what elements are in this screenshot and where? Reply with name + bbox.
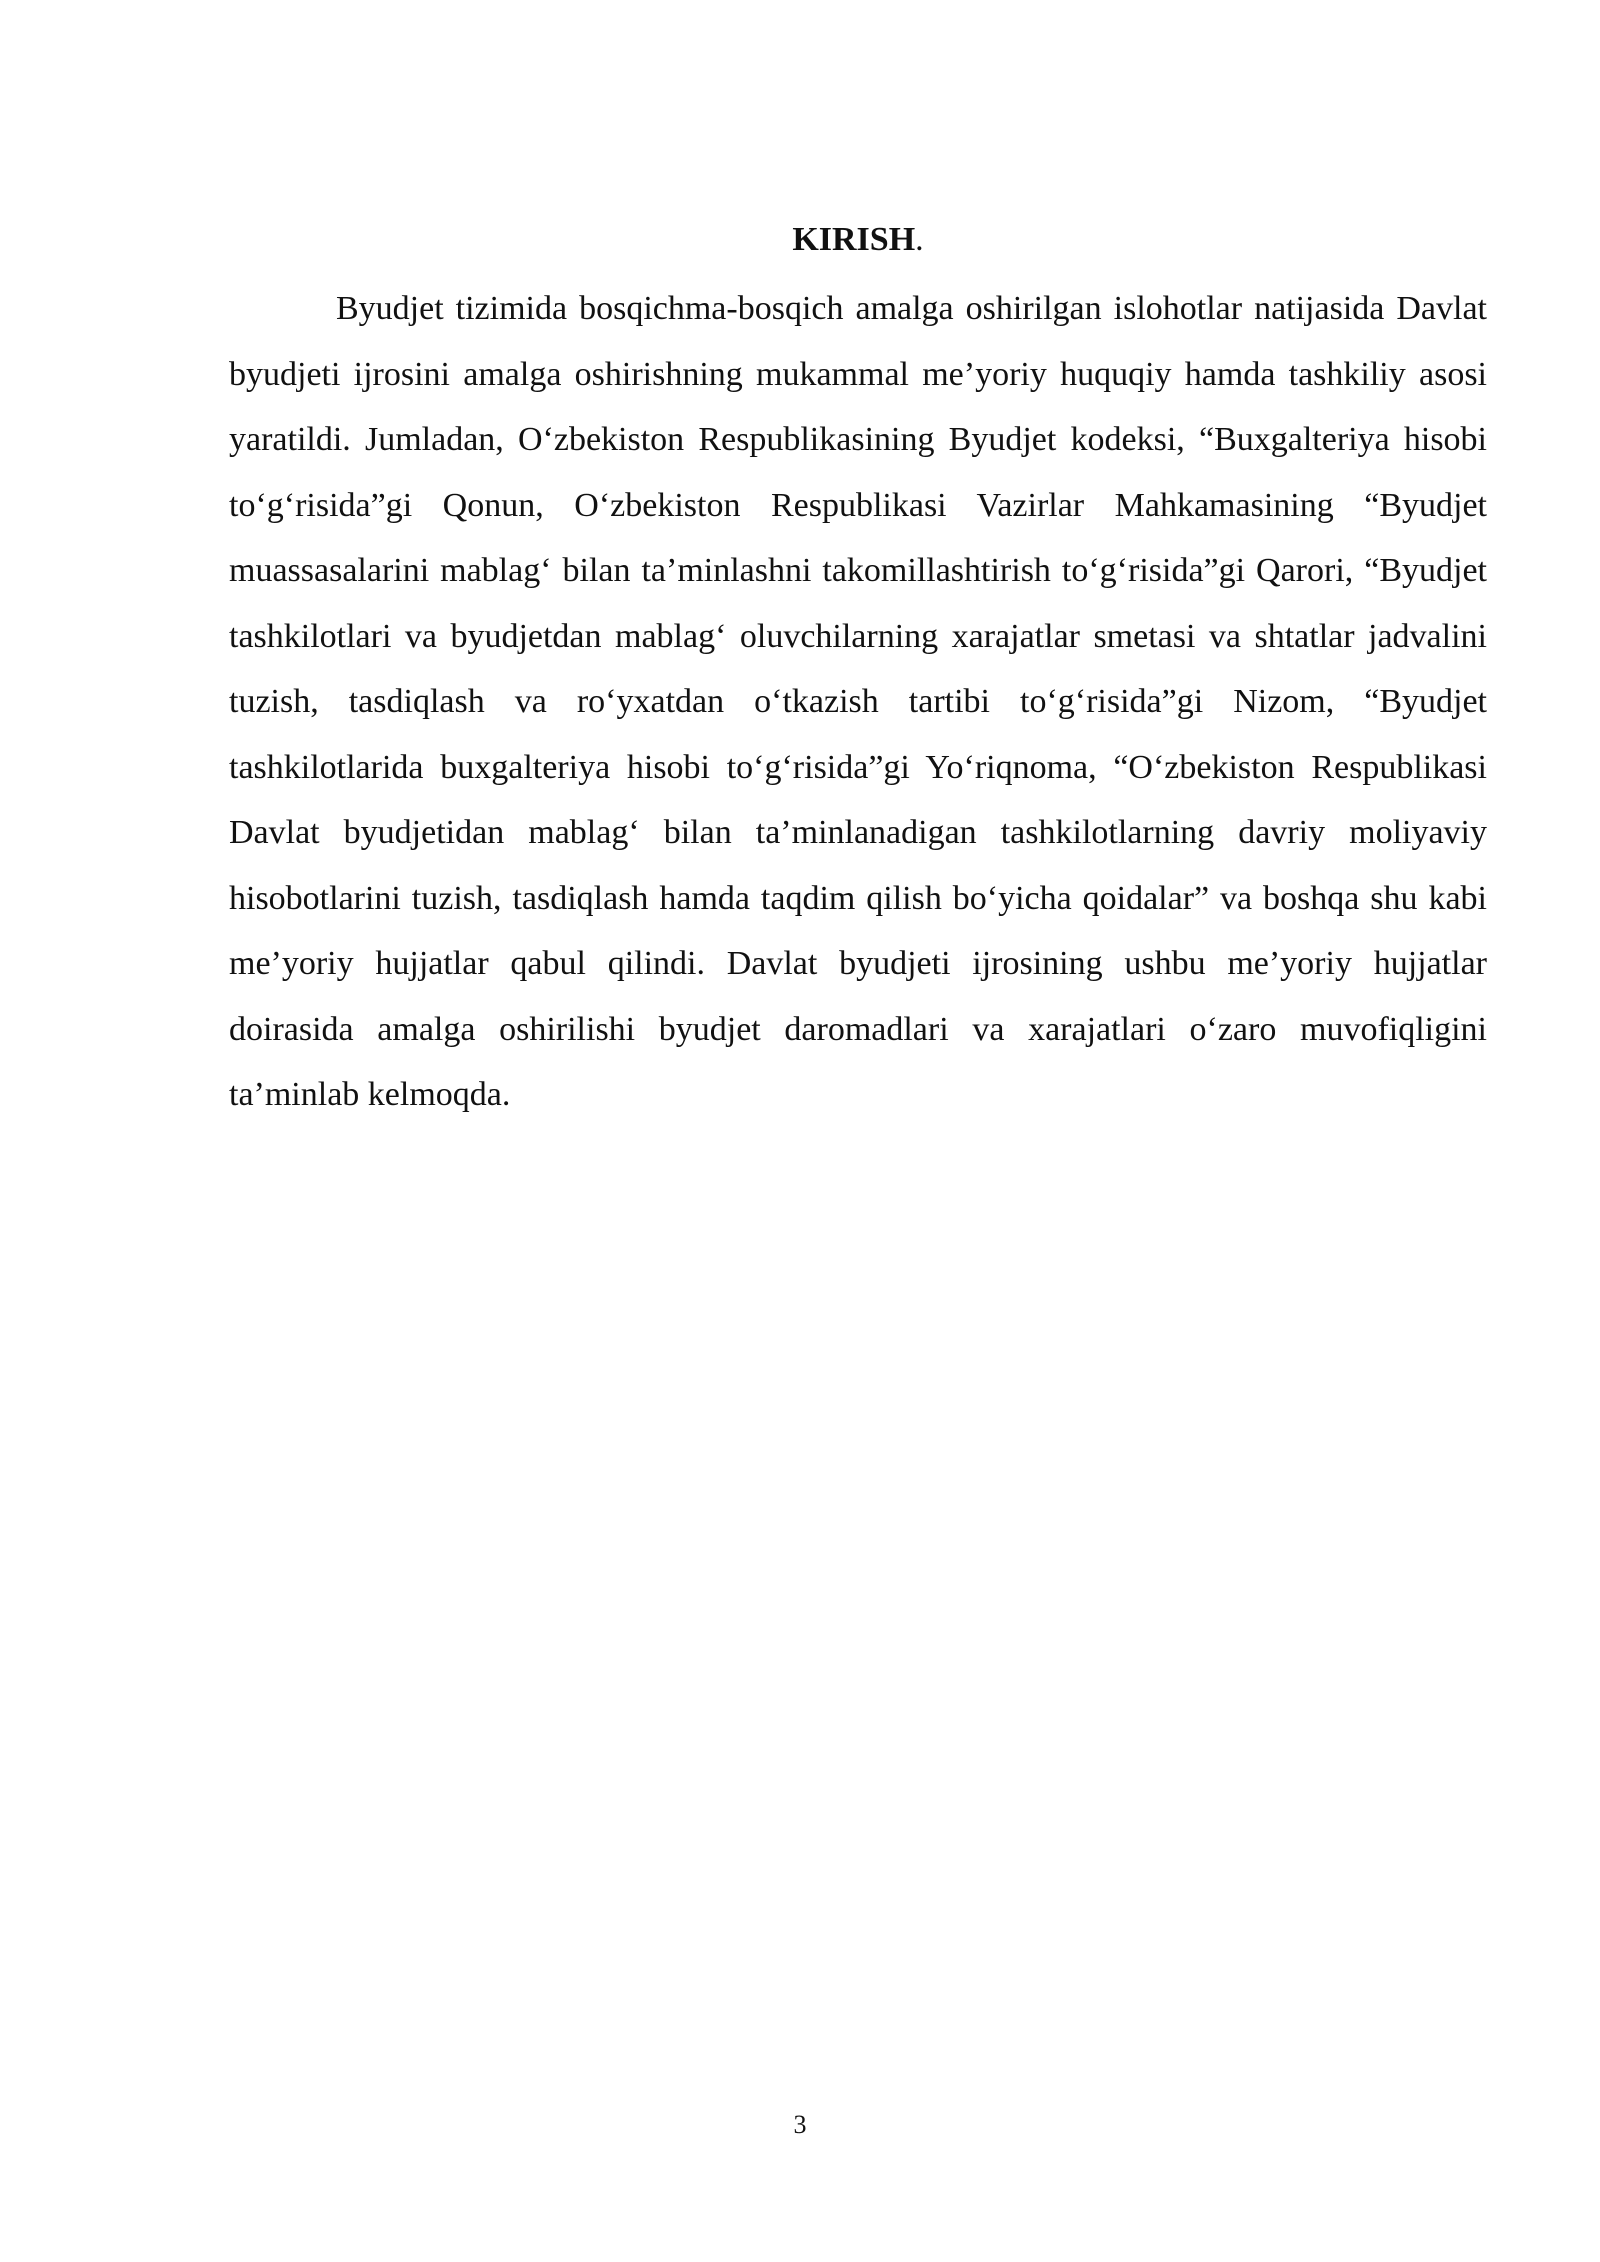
page-content [229, 214, 1487, 1128]
page-number: 3 [793, 2110, 807, 2139]
heading-trailing-period: . [915, 221, 924, 258]
section-heading [229, 214, 1487, 266]
heading-title: KIRISH [792, 221, 916, 258]
intro-paragraph: Byudjet tizimida bosqichma-bosqich amalga oshirilgan islohotlar natijasida Davlat byudjeti ijrosini amalga oshirishning mukammal me’yoriy huquqiy hamda tashkiliy asosi yaratildi. Jumladan, O‘zbekiston Respublikasining Byudjet kodeksi, “Buxgalteriya hisobi to‘g‘risida”gi Qonun, O‘zbekiston Respublikasi Vazirlar Mahkamasining “Byudjet muassasalarini mablag‘ bilan ta’minlashni takomillashtirish to‘g‘risida”gi Qarori, “Byudjet tashkilotlari va byudjetdan mablag‘ oluvchilarning xarajatlar smetasi va shtatlar jadvalini tuzish, tasdiqlash va ro‘yxatdan o‘tkazish tartibi to‘g‘risida”gi Nizom, “Byudjet tashkilotlarida buxgalteriya hisobi to‘g‘risida”gi Yo‘riqnoma, “O‘zbekiston Respublikasi Davlat byudjetidan mablag‘ bilan ta’minlanadigan tashkilotlarning davriy moliyaviy hisobotlarini tuzish, tasdiqlash hamda taqdim qilish bo‘yicha qoidalar” va boshqa shu kabi me’yoriy hujjatlar qabul qilindi. Davlat byudjeti ijrosining ushbu me’yoriy hujjatlar doirasida amalga oshirilishi byudjet daromadlari va xarajatlari o‘zaro muvofiqligini ta’minlab kelmoqda. [229, 290, 1487, 1113]
